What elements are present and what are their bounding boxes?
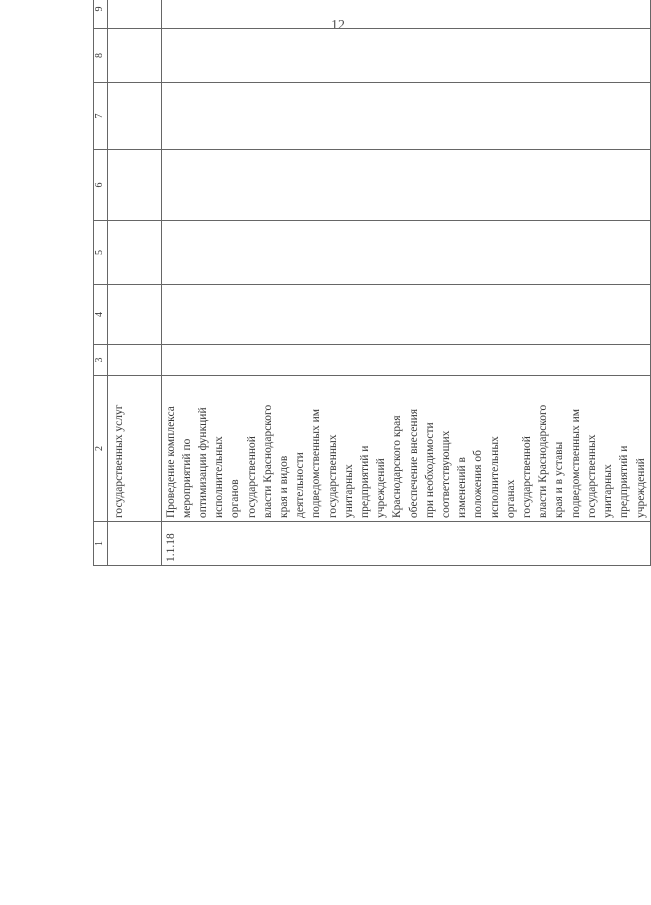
item-number: 1.1.18 bbox=[161, 522, 650, 566]
column-header-9: 9 bbox=[94, 0, 108, 29]
continued-cell-5 bbox=[108, 221, 162, 285]
rotated-table-container bbox=[93, 0, 647, 566]
continued-cell-3 bbox=[108, 345, 162, 376]
item-cell-6 bbox=[161, 150, 650, 221]
column-header-8: 8 bbox=[94, 29, 108, 83]
column-header-3: 3 bbox=[94, 345, 108, 376]
continued-row bbox=[108, 0, 162, 566]
column-header-7: 7 bbox=[94, 83, 108, 150]
item-cell-9 bbox=[161, 0, 650, 29]
continued-cell-2: государственных услуг bbox=[108, 376, 162, 522]
continued-cell-1 bbox=[108, 522, 162, 566]
item-description: Проведение комплекса мероприятий по оптимизации функций исполнительных органов государственной власти Краснодарского края и видов деятельности подведомственных им государственных унитарных предприятий и учреждений Краснодарского края обеспечение внесения при необходимости соответствующих изменений в положения об исполнительных органах государственной власти Краснодарского края и в уставы подведомственных им государственных унитарных предприятий и учреждений bbox=[161, 376, 650, 522]
continued-cell-7 bbox=[108, 83, 162, 150]
continued-cell-9 bbox=[108, 0, 162, 29]
item-cell-3 bbox=[161, 345, 650, 376]
item-cell-8 bbox=[161, 29, 650, 83]
continued-cell-8 bbox=[108, 29, 162, 83]
item-cell-4 bbox=[161, 285, 650, 345]
continued-cell-6 bbox=[108, 150, 162, 221]
item-cell-5 bbox=[161, 221, 650, 285]
measures-table bbox=[93, 0, 651, 566]
column-header-2: 2 bbox=[94, 376, 108, 522]
column-header-5: 5 bbox=[94, 221, 108, 285]
column-header-row bbox=[94, 0, 108, 566]
column-header-1: 1 bbox=[94, 522, 108, 566]
continued-cell-4 bbox=[108, 285, 162, 345]
table-row bbox=[161, 0, 650, 566]
column-header-4: 4 bbox=[94, 285, 108, 345]
page-number: 12 bbox=[331, 18, 345, 33]
item-cell-7 bbox=[161, 83, 650, 150]
column-header-6: 6 bbox=[94, 150, 108, 221]
